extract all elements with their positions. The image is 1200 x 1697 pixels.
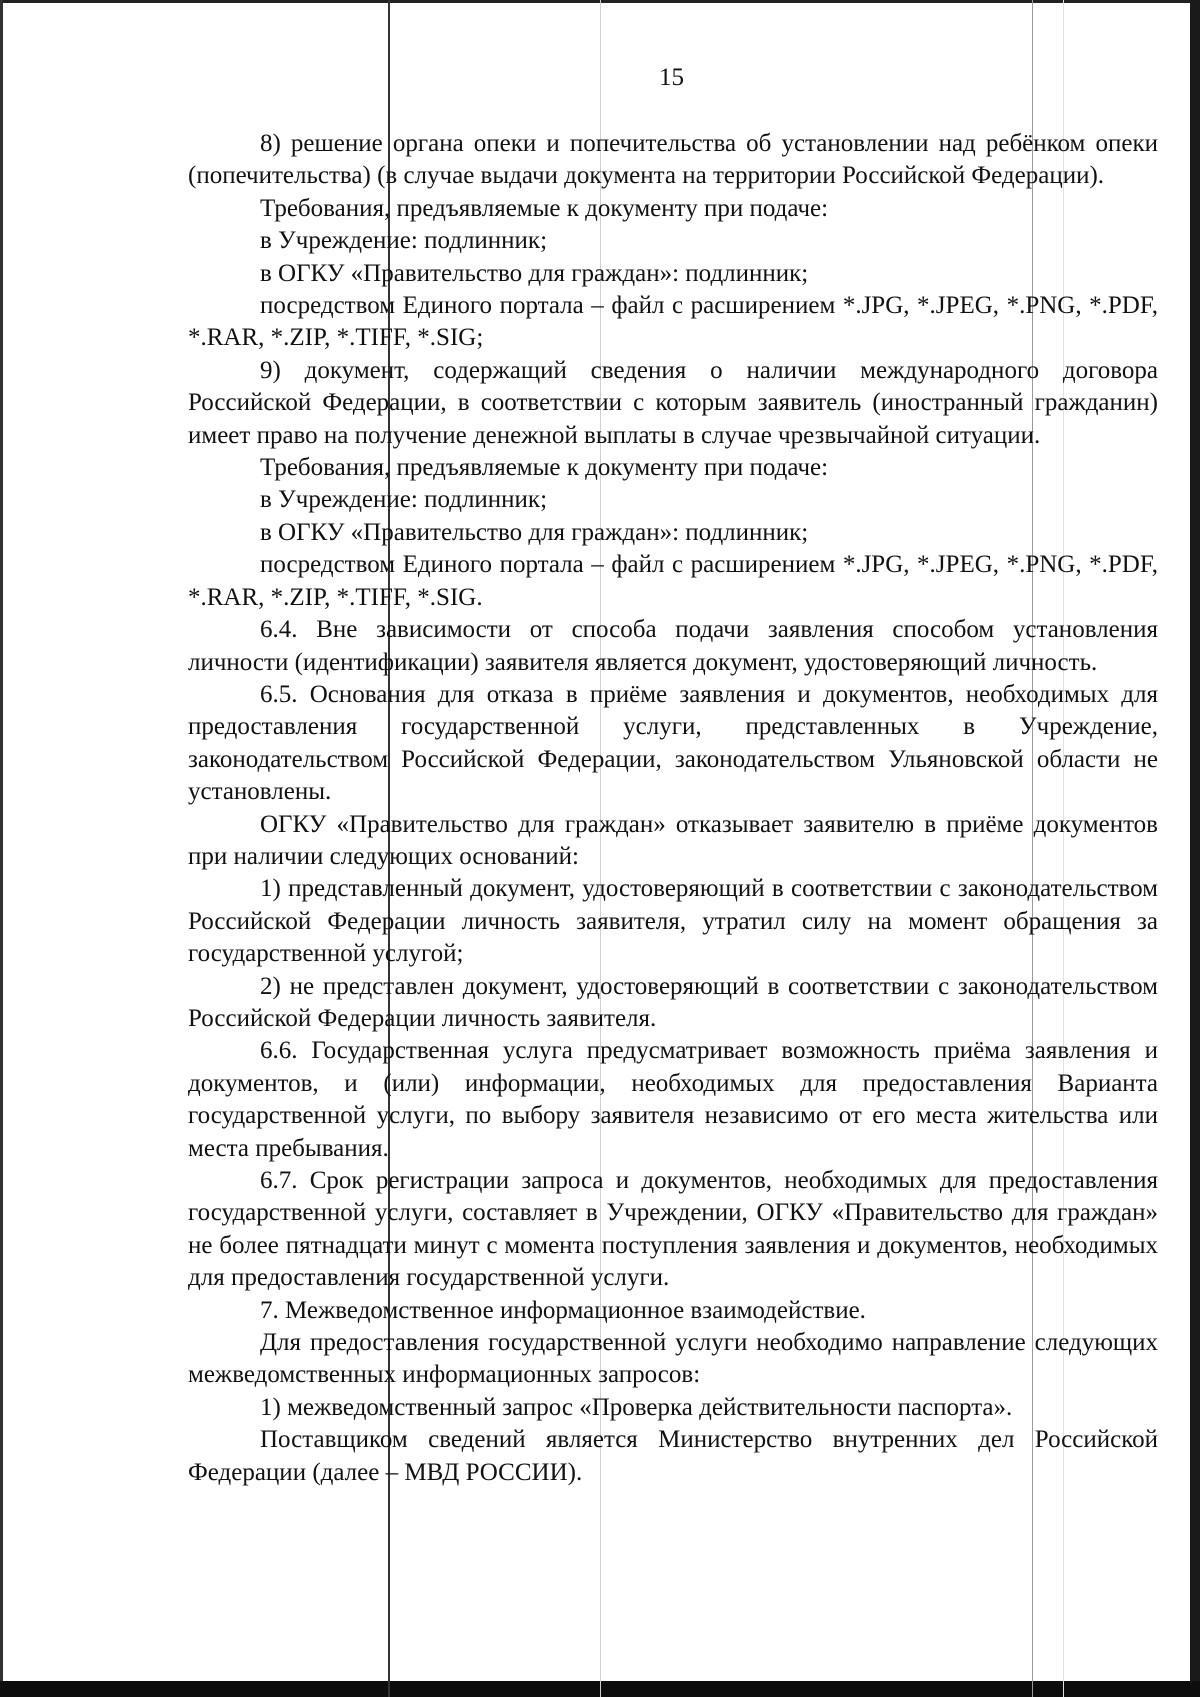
paragraph: Требования, предъявляемые к документу при подаче:: [260, 194, 829, 222]
paragraph: 1) представленный документ, удостоверяющий в соответствии с законодательством Российской Федерации личность заявителя, утратил силу на момент обращения за государственной услугой;: [188, 875, 1158, 968]
document-body: [188, 128, 1158, 1489]
paragraph: 1) межведомственный запрос «Проверка действительности паспорта».: [260, 1393, 1013, 1421]
paragraph: Для предоставления государственной услуги необходимо направление следующих межведомственных информационных запросов:: [188, 1329, 1158, 1389]
paragraph: в ОГКУ «Правительство для граждан»: подлинник;: [260, 259, 809, 287]
paragraph: 7. Межведомственное информационное взаимодействие.: [260, 1296, 866, 1324]
paragraph: посредством Единого портала – файл с расширением *.JPG, *.JPEG, *.PNG, *.PDF, *.RAR, *.ZIP, *.TIFF, *.SIG;: [188, 292, 1158, 352]
paragraph: 6.5. Основания для отказа в приёме заявления и документов, необходимых для предоставления государственной услуги, представленных в Учреждение, законодательством Российской Федерации, законодательством Ульяновской области не установлены.: [188, 680, 1158, 806]
paragraph: в ОГКУ «Правительство для граждан»: подлинник;: [260, 518, 809, 546]
paragraph: 2) не представлен документ, удостоверяющий в соответствии с законодательством Российской Федерации личность заявителя.: [188, 972, 1158, 1032]
paragraph: 6.7. Срок регистрации запроса и документов, необходимых для предоставления государственной услуги, составляет в Учреждении, ОГКУ «Правительство для граждан» не более пятнадцати минут с момента поступления заявления и документов, необходимых для предоставления государственной услуги.: [188, 1167, 1158, 1292]
scan-edge-left: [0, 0, 3, 1697]
paragraph: в Учреждение: подлинник;: [260, 486, 548, 514]
paragraph: 8) решение органа опеки и попечительства об установлении над ребёнком опеки (попечительства) (в случае выдачи документа на территории Российской Федерации).: [188, 130, 1158, 190]
paragraph: 6.4. Вне зависимости от способа подачи заявления способом установления личности (идентификации) заявителя является документ, удостоверяющий личность.: [188, 616, 1158, 676]
paragraph: Требования, предъявляемые к документу при подаче:: [260, 454, 829, 482]
paragraph: в Учреждение: подлинник;: [260, 227, 548, 255]
paragraph: Поставщиком сведений является Министерство внутренних дел Российской Федерации (далее – МВД РОССИИ).: [188, 1426, 1158, 1486]
paragraph: посредством Единого портала – файл с расширением *.JPG, *.JPEG, *.PNG, *.PDF, *.RAR, *.ZIP, *.TIFF, *.SIG.: [188, 551, 1158, 611]
paragraph: 6.6. Государственная услуга предусматривает возможность приёма заявления и документов, и (или) информации, необходимых для предоставления Варианта государственной услуги, по выбору заявителя независимо от его места жительства или места пребывания.: [188, 1037, 1158, 1162]
page-number: 15: [659, 64, 684, 91]
paragraph: 9) документ, содержащий сведения о наличии международного договора Российской Федерации, в соответствии с которым заявитель (иностранный гражданин) имеет право на получение денежной выплаты в случае чрезвычайной ситуации.: [188, 356, 1158, 449]
scan-edge-right: [1190, 0, 1200, 1697]
paragraph: ОГКУ «Правительство для граждан» отказывает заявителю в приёме документов при наличии следующих оснований:: [188, 810, 1158, 870]
